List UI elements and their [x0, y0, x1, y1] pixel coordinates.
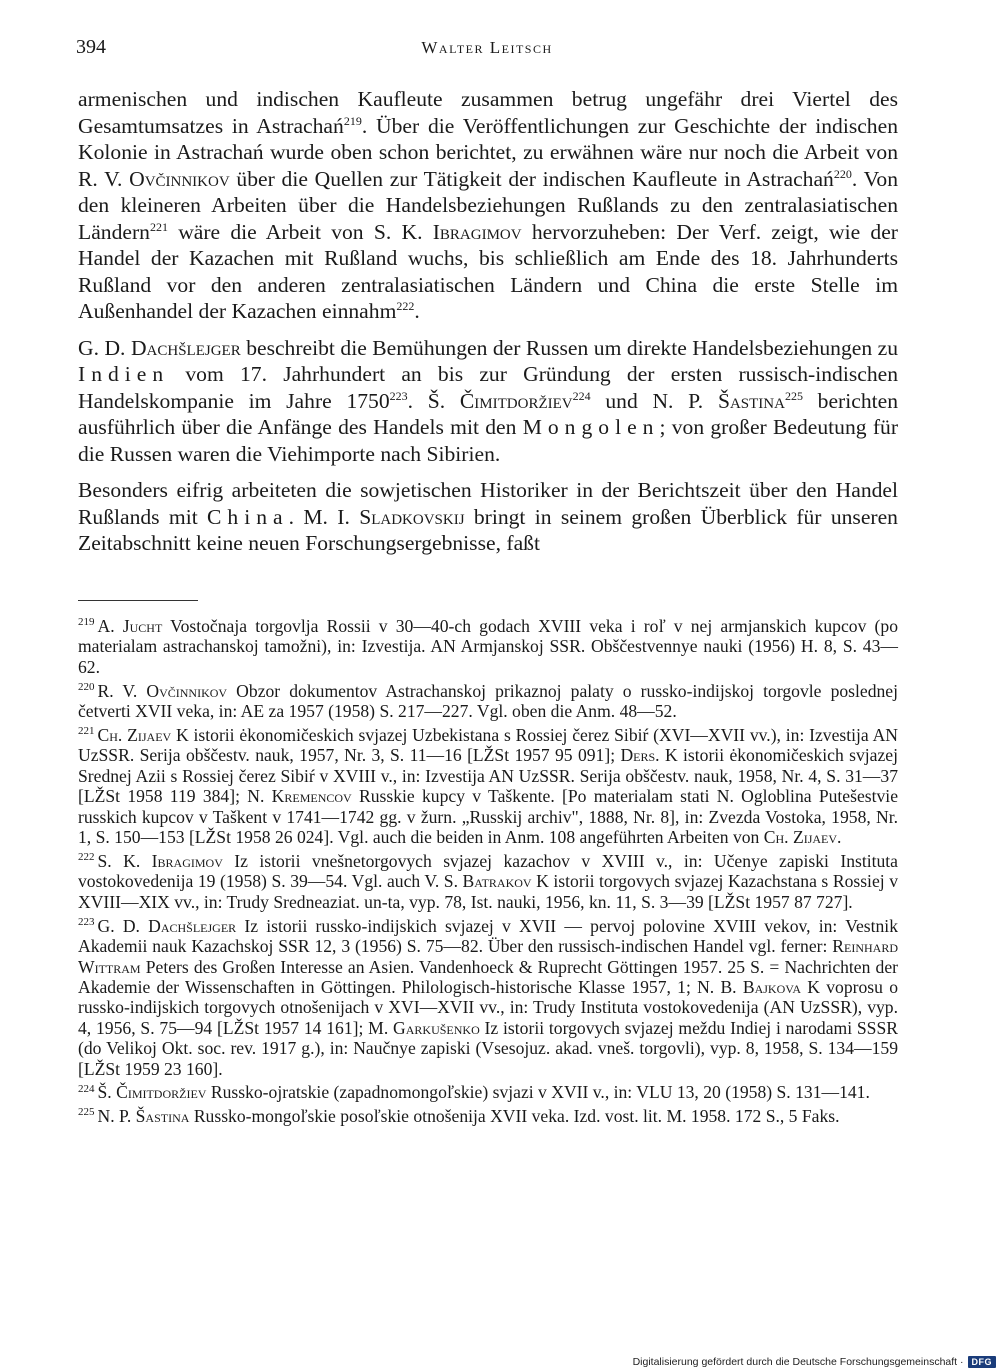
footnote-text: K voprosu o russko-indijskich torgovych otnošenijach v XVI—XVII vv., in: Trudy Instituta vostokovedenija (AN UzSSR), vyp. 4, 1956, S. 75—94 [LŽSt 1957 14 161]; M.: [78, 976, 898, 1038]
credit-text: Digitalisierung gefördert durch die Deutsche Forschungsgemeinschaft ·: [632, 1356, 964, 1368]
footnote-text: K istorii ėkonomičeskich svjazej Srednej Azii s Rossiej čerez Sibiŕ v XVIII v., in: Izvestija AN UzSSR. Serija obščestv. nauk, 1958, Nr. 4, S. 31—37 [LŽSt 1958 119 384]; N.: [78, 745, 898, 807]
footnote-divider: [78, 600, 198, 601]
text: wäre die Arbeit von S. K.: [167, 219, 433, 244]
text: bringt in seinem großen Überblick für unseren Zeitabschnitt keine neuen Forschungsergebnisse, faßt: [78, 504, 898, 555]
text: über die Quellen zur Tätigkeit der indischen Kaufleute in Astrachań: [229, 166, 834, 191]
spaced-emphasis: China: [207, 504, 289, 529]
text: . Von den kleineren Arbeiten über die Handelsbeziehungen Rußlands zu den zentralasiatischen Ländern: [78, 166, 899, 244]
text: vom 17. Jahrhundert an bis zur Gründung der ersten russisch-indischen Handelskompanie im Jahre 1750: [78, 362, 898, 413]
author-name: Šastina: [717, 388, 785, 413]
author-name: Ibragimov: [432, 219, 522, 244]
author-name: Bajkova: [742, 976, 802, 997]
footnote: [78, 725, 898, 847]
author-name: G. D. Dachšlejger: [97, 915, 237, 936]
author-name: S. K. Ibragimov: [97, 850, 223, 871]
paragraph-2: [78, 335, 898, 468]
text: berichten ausführlich über die Anfänge des Handels mit den: [78, 388, 899, 439]
footnote-ref[interactable]: 223: [389, 388, 408, 403]
author-name: N. P. Šastina: [97, 1106, 190, 1127]
running-head: Walter Leitsch: [421, 38, 553, 57]
footnotes: [78, 616, 898, 1130]
footnote-text: Russko-mongoľskie posoľskie otnošenija XVII veka. Izd. vost. lit. M. 1958. 172 S., 5 Faks.: [189, 1106, 840, 1127]
footnote-text: Iz istorii torgovych svjazej meždu Indiej i narodami SSSR (do Velikoj Okt. soc. rev. 1917 g.), in: Naučnye zapiski (Vsesojuz. akad. vneš. torgovli), vyp. 8, 1958, S. 134—159 [LŽSt 1959 23 160].: [78, 1017, 898, 1079]
body-text: [78, 86, 898, 567]
footnote: [78, 916, 898, 1079]
footnote-ref[interactable]: 224: [572, 388, 591, 403]
text: und N. P.: [590, 388, 718, 413]
text: . Š.: [407, 388, 460, 413]
footnote-text: Russkie kupcy v Taškente. [Po materialam stati N. Ogloblina Putešestvie russkich kupcov v Taškent v 1741—1742 gg. v žurn. „Russkij archiv", 1888, Nr. 8], in: Zvezda Vostoka, 1958, Nr. 1, S. 150—153 [LŽSt 1958 26 024]. Vgl. auch die beiden in Anm. 108 angeführten Arbeiten von: [78, 786, 899, 848]
author-name: Ovčinnikov: [129, 166, 230, 191]
footnote-text: Obzor dokumentov Astrachanskoj prikaznoj palaty o russko-indijskoj torgovle poslednej četverti XVII veka, in: AE za 1957 (1958) S. 217—227. Vgl. oben die Anm. 48—52.: [78, 680, 899, 722]
author-name: A. Jucht: [97, 616, 163, 636]
footnote-number: 225: [78, 1106, 95, 1119]
text: G. D.: [78, 335, 131, 360]
footnote-number: 221: [78, 725, 95, 738]
text: hervorzuheben: Der Verf. zeigt, wie der Handel der Kazachen mit Rußland wuchs, bis schließlich am Ende des 18. Jahrhunderts Rußland vor den anderen zentralasiatischen Ländern und China die erste Stelle im Außenhandel der Kazachen einnahm: [78, 219, 898, 323]
digitization-credit: [633, 1356, 996, 1368]
author-name: Garkušenko: [393, 1017, 480, 1038]
footnote-number: 222: [78, 851, 95, 864]
footnote: [78, 851, 898, 912]
footnote-text: Peters des Großen Interesse an Asien. Vandenhoeck & Ruprecht Göttingen 1957. 25 S. = Nachrichten der Akademie der Wissenschaften in Göttingen. Philologisch-historische Klasse 1957, 1; N. B.: [78, 956, 898, 997]
footnote-ref[interactable]: 219: [343, 113, 362, 128]
footnote-number: 224: [78, 1082, 95, 1095]
footnote: [78, 1106, 898, 1126]
text: ; von großer Bedeutung für die Russen waren die Viehimporte nach Sibirien.: [78, 415, 899, 466]
author-name: Sladkovskij: [359, 504, 465, 529]
footnote-number: 219: [78, 616, 95, 629]
text: . Über die Veröffentlichungen zur Geschichte der indischen Kolonie in Astrachań wurde oben schon berichtet, zu erwähnen wäre nur noch die Arbeit von R. V.: [78, 113, 898, 191]
footnote-text: Iz istorii russko-indijskich svjazej v XVII — pervoj polovine XVIII vekov, in: Vestnik Akademii nauk Kazachskoj SSR 12, 3 (1956) S. 75—82. Über den russisch-indischen Handel vgl. ferner:: [78, 915, 898, 957]
paragraph-3: [78, 477, 898, 557]
page-header: [76, 36, 898, 66]
text: armenischen und indischen Kaufleute zusammen betrug ungefähr drei Viertel des Gesamtumsatzes in Astrachań: [78, 87, 898, 138]
page-number: 394: [76, 36, 106, 58]
spaced-emphasis: Mongolen: [522, 415, 660, 439]
footnote-ref[interactable]: 225: [784, 388, 803, 403]
text: beschreibt die Bemühungen der Russen um direkte Handelsbeziehungen zu: [240, 335, 898, 360]
footnote-ref[interactable]: 220: [833, 166, 852, 181]
footnote-text: Vostočnaja torgovlja Rossii v 30—40-ch godach XVIII veka i roľ v nej armjanskich kupcov (po materialam astrachanskoj tamožni), in: Izvestija. AN Armjanskoj SSR. Obščestvennye nauki (1956) H. 8, S. 43—62.: [78, 616, 899, 677]
footnote-number: 220: [78, 680, 95, 693]
footnote: [78, 681, 898, 722]
author-name: Ders.: [620, 745, 660, 766]
text: .: [414, 299, 420, 323]
author-name: Reinhard Wittram: [78, 936, 898, 977]
footnote-text: K istorii ėkonomičeskich svjazej Uzbekistana s Rossiej čerez Sibiŕ (XVI—XVII vv.), in: Izvestija AN UzSSR. Serija obščestv. nauk, 1957, Nr. 3, S. 11—16 [LŽSt 1957 95 091];: [78, 725, 898, 766]
footnote-text: .: [837, 827, 842, 848]
footnote: [78, 1082, 898, 1102]
author-name: R. V. Ovčinnikov: [97, 680, 228, 701]
footnote-text: Iz istorii vnešnetorgovych svjazej kazachov v XVIII v., in: Učenye zapiski Instituta vostokovedenija 19 (1958) S. 39—54. Vgl. auch V. S.: [78, 850, 898, 892]
footnote-ref[interactable]: 221: [149, 219, 168, 234]
author-name: Kremencov: [271, 786, 352, 807]
text: . M. I.: [288, 504, 360, 529]
author-name: Dachšlejger: [130, 335, 241, 360]
footnote-text: K istorii torgovych svjazej Kazachstana s Rossiej v XVIII—XIX vv., in: Trudy Sredneaziat. un-ta, vyp. 78, Ist. nauki, 1956, kn. 11, S. 3—39 [LŽSt 1957 87 727].: [78, 871, 898, 912]
author-name: Čimitdoržiev: [459, 388, 573, 413]
author-name: Ch. Zijaev: [97, 725, 172, 746]
author-name: Š. Čimitdoržiev: [97, 1082, 207, 1103]
paragraph-1: [78, 86, 898, 325]
footnote-ref[interactable]: 222: [396, 298, 415, 313]
author-name: Batrakov: [462, 871, 532, 892]
footnote-text: Russko-ojratskie (zapadnomongoľskie) svjazi v XVII v., in: VLU 13, 20 (1958) S. 131—141.: [206, 1082, 870, 1103]
footnote-number: 223: [78, 915, 95, 928]
author-name: Ch. Zijaev: [763, 827, 838, 848]
text: Besonders eifrig arbeiteten die sowjetischen Historiker in der Berichtszeit über den Handel Rußlands mit: [78, 478, 898, 529]
footnote: [78, 616, 898, 677]
spaced-emphasis: Indien: [78, 362, 170, 386]
dfg-logo-icon: DFG: [968, 1356, 997, 1368]
